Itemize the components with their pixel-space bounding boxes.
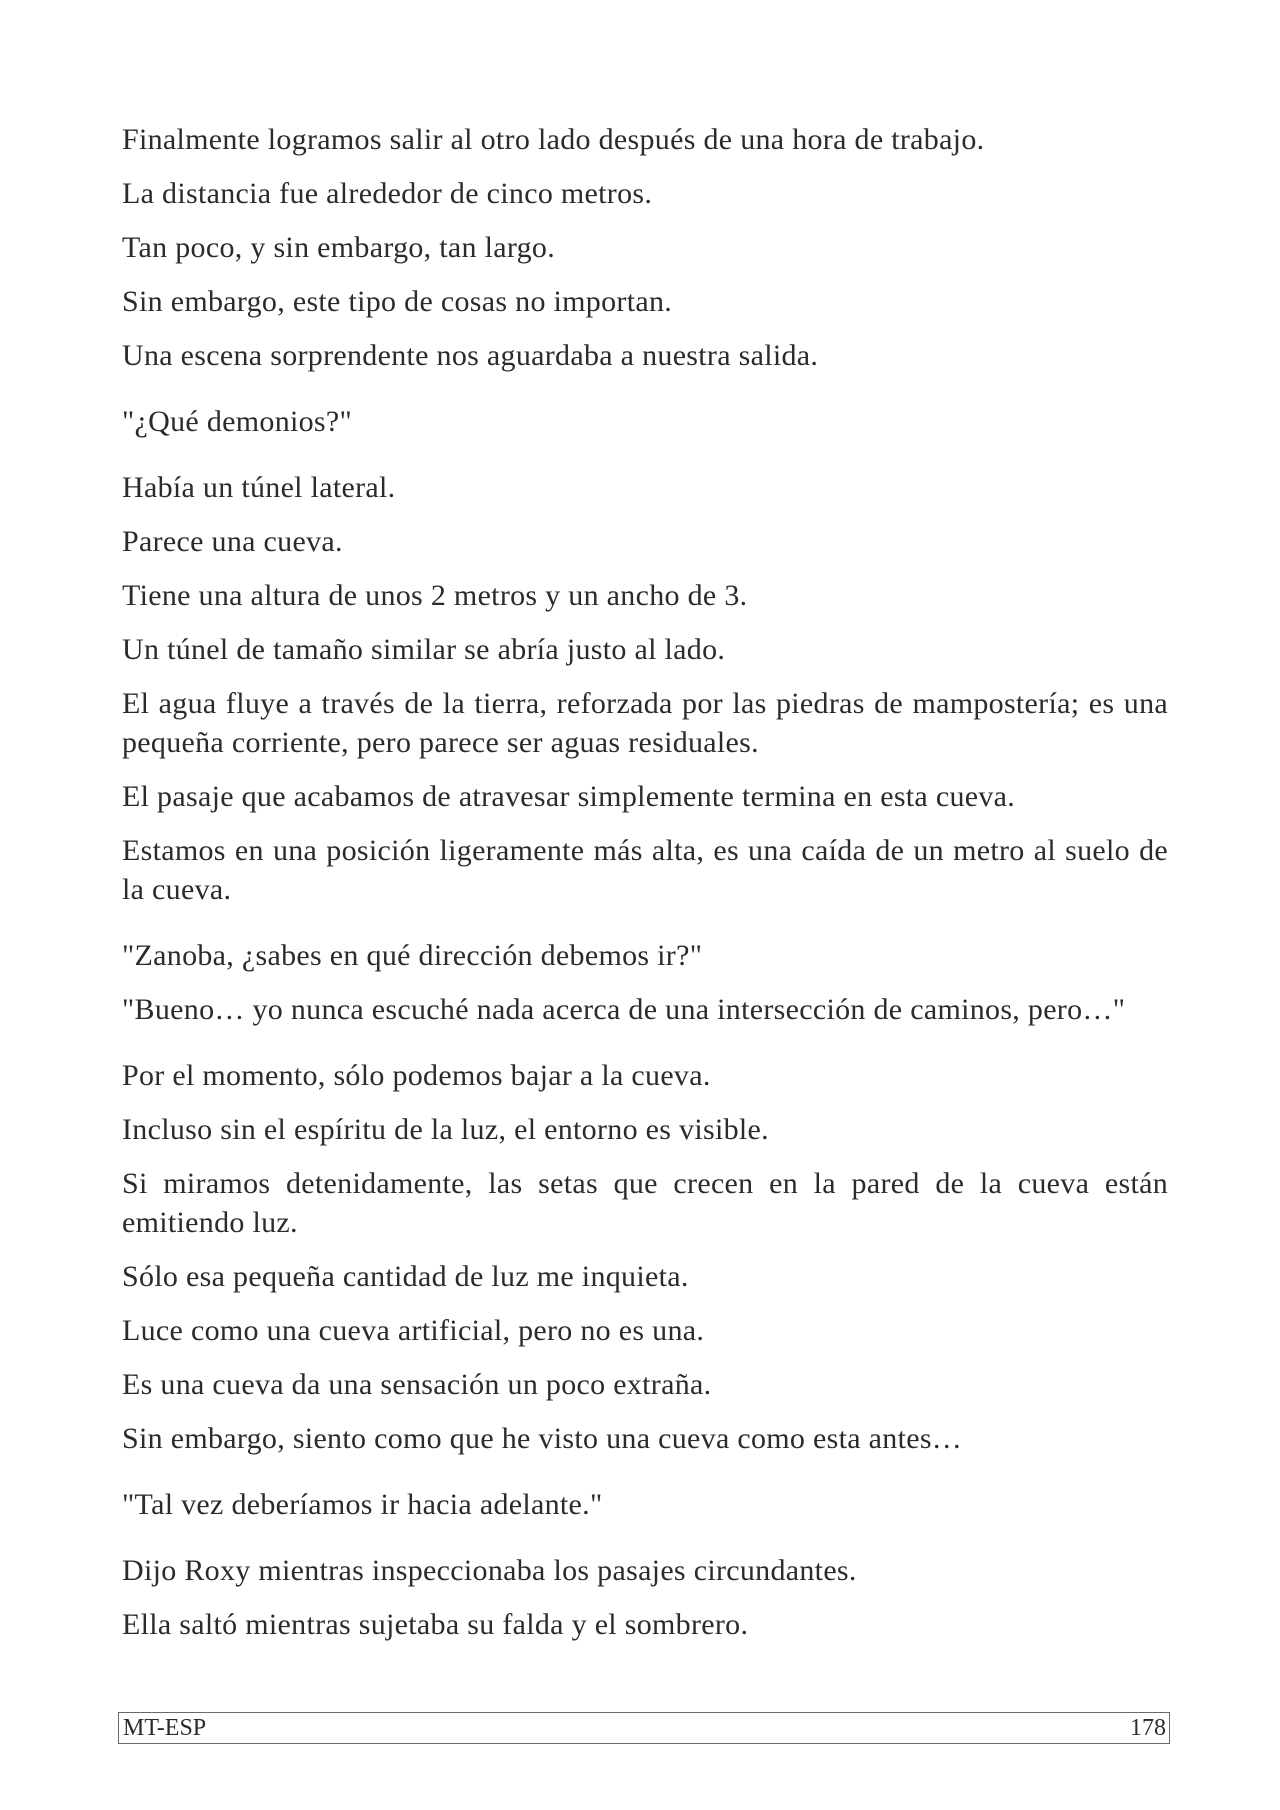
footer-label: MT-ESP: [123, 1714, 207, 1741]
paragraph: Un túnel de tamaño similar se abría justo al lado.: [122, 633, 726, 666]
paragraph: Tan poco, y sin embargo, tan largo.: [122, 231, 556, 264]
paragraph: Sin embargo, este tipo de cosas no importan.: [122, 285, 673, 318]
dialogue-paragraph: "Bueno… yo nunca escuché nada acerca de una intersección de caminos, pero…": [122, 993, 1126, 1026]
dialogue-paragraph: "¿Qué demonios?": [122, 405, 353, 438]
paragraph: Por el momento, sólo podemos bajar a la cueva.: [122, 1059, 711, 1092]
paragraph: Tiene una altura de unos 2 metros y un ancho de 3.: [122, 579, 748, 612]
paragraph: Una escena sorprendente nos aguardaba a nuestra salida.: [122, 339, 819, 372]
page-footer: [118, 1712, 1170, 1744]
paragraph: Había un túnel lateral.: [122, 471, 396, 504]
paragraph: Luce como una cueva artificial, pero no es una.: [122, 1314, 705, 1347]
dialogue-paragraph: "Tal vez deberíamos ir hacia adelante.": [122, 1488, 603, 1521]
paragraph: Sólo esa pequeña cantidad de luz me inquieta.: [122, 1260, 689, 1293]
paragraph: Incluso sin el espíritu de la luz, el entorno es visible.: [122, 1113, 769, 1146]
paragraph: Finalmente logramos salir al otro lado después de una hora de trabajo.: [122, 123, 985, 156]
paragraph: Parece una cueva.: [122, 525, 343, 558]
paragraph: Estamos en una posición ligeramente más alta, es una caída de un metro al suelo de la cueva.: [122, 834, 1168, 906]
page-number: 178: [1130, 1714, 1166, 1741]
paragraph: El pasaje que acabamos de atravesar simplemente termina en esta cueva.: [122, 780, 1016, 813]
paragraph: El agua fluye a través de la tierra, reforzada por las piedras de mampostería; es una pequeña corriente, pero parece ser aguas residuales.: [122, 687, 1168, 759]
paragraph: La distancia fue alrededor de cinco metros.: [122, 177, 653, 210]
paragraph: Sin embargo, siento como que he visto una cueva como esta antes…: [122, 1422, 963, 1455]
paragraph: Ella saltó mientras sujetaba su falda y el sombrero.: [122, 1608, 749, 1641]
page-body: [122, 120, 1168, 1659]
paragraph: Dijo Roxy mientras inspeccionaba los pasajes circundantes.: [122, 1554, 857, 1587]
paragraph: Si miramos detenidamente, las setas que crecen en la pared de la cueva están emitiendo luz.: [122, 1167, 1168, 1239]
dialogue-paragraph: "Zanoba, ¿sabes en qué dirección debemos ir?": [122, 939, 703, 972]
paragraph: Es una cueva da una sensación un poco extraña.: [122, 1368, 712, 1401]
